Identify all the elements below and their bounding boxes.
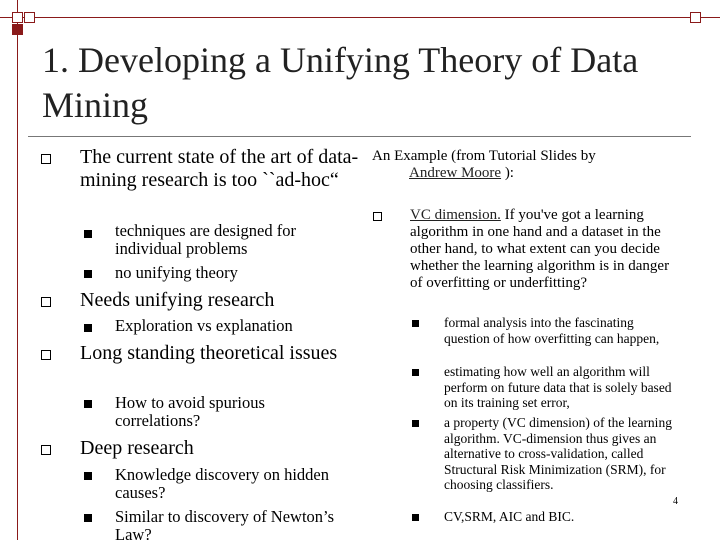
decor-square-corner [690,12,701,23]
example-intro-suffix: ): [504,165,514,181]
sub-bullet-icon [84,472,92,480]
left-item-2-text: Needs unifying research [80,289,275,311]
sub-bullet-icon [412,514,419,521]
left-item-4-sub-1: Knowledge discovery on hidden causes? [115,465,329,502]
decor-square-outline [24,12,35,23]
left-item-4-text: Deep research [80,437,194,459]
sub-bullet-icon [412,369,419,376]
bullet-square-icon [41,445,51,455]
left-item-4-sub-2: Similar to discovery of Newton’s Law? [115,507,335,544]
bullet-square-icon [41,350,51,360]
sub-bullet-icon [84,270,92,278]
left-item-3-text: Long standing theoretical issues [80,342,338,364]
decor-square-outline [12,24,23,35]
left-item-3-sub-1: How to avoid spurious correlations? [115,393,265,430]
vc-dimension-link[interactable]: VC dimension. [410,207,501,223]
sub-bullet-icon [84,230,92,238]
andrew-moore-link[interactable]: Andrew Moore [409,165,502,181]
decor-vertical-line [17,0,18,540]
sub-bullet-icon [412,420,419,427]
left-item-1-text: The current state of the art of data-mining research is too ``ad-hoc“ [80,146,359,191]
decor-square-filled [12,12,23,23]
vc-sub-4: CV,SRM, AIC and BIC. [444,509,575,524]
bullet-square-icon [41,297,51,307]
vc-paragraph [410,207,685,292]
decor-horizontal-line [0,17,720,18]
vc-text: If you've got a learning algorithm in one hand and a dataset in the other hand, to what extent can you decide whether the learning algorithm is in danger of overfitting or underfitting? [410,207,670,291]
example-intro-prefix: An Example (from Tutorial Slides by [372,148,596,164]
example-intro [372,148,672,182]
slide-title: 1. Developing a Unifying Theory of Data Mining [42,40,639,125]
sub-bullet-icon [412,320,419,327]
vc-sub-2: estimating how well an algorithm will perform on future data that is solely based on its training set error, [444,364,672,410]
vc-sub-1: formal analysis into the fascinating question of how overfitting can happen, [444,315,660,346]
left-item-1-sub-2: no unifying theory [115,263,238,282]
sub-bullet-icon [84,324,92,332]
vc-sub-3: a property (VC dimension) of the learning algorithm. VC-dimension thus gives an alternative to cross-validation, called Structural Risk Minimization (SRM), for choosing classifiers. [444,415,672,492]
left-item-1-sub-1: techniques are designed for individual problems [115,221,296,258]
bullet-square-icon [373,212,382,221]
sub-bullet-icon [84,514,92,522]
page-number: 4 [673,496,678,507]
left-item-2-sub-1: Exploration vs explanation [115,316,293,335]
title-rule [28,136,691,137]
bullet-square-icon [41,154,51,164]
sub-bullet-icon [84,400,92,408]
